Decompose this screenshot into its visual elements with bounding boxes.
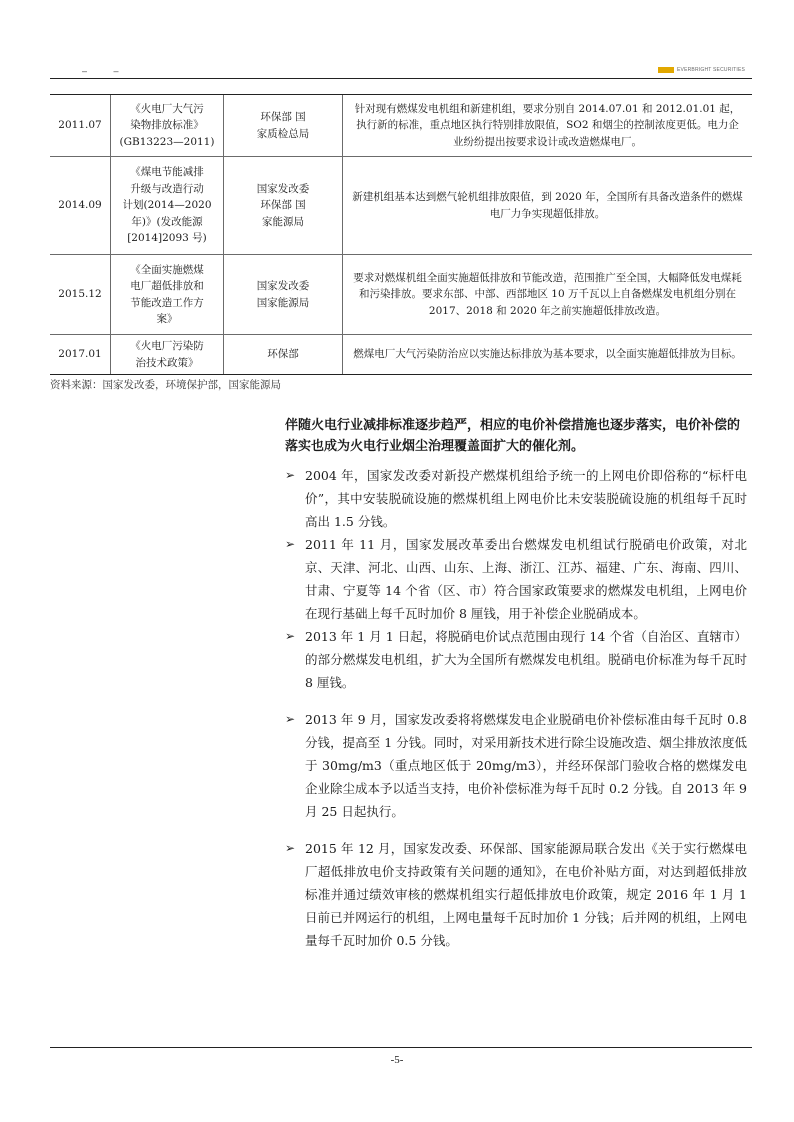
- logo-mark-icon: [658, 67, 674, 73]
- source-note: 资料来源：国家发改委，环境保护部，国家能源局: [50, 379, 281, 391]
- list-item-text: 2004 年，国家发改委对新投产燃煤机组给予统一的上网电价即俗称的“标杆电价”，其中安装脱硫设施的燃煤机组上网电价比未安装脱硫设施的机组每千瓦时高出 1.5 分钱。: [305, 468, 747, 529]
- table-row: [50, 255, 752, 335]
- header-rule: [50, 78, 752, 79]
- list-item: [285, 464, 747, 533]
- policy-table: [50, 94, 752, 375]
- arrow-bullet-icon: ➢: [285, 629, 296, 643]
- row-content: 燃煤电厂大气污染防治应以实施达标排放为基本要求，以全面实施超低排放为目标。: [343, 335, 753, 375]
- row-issuer: 国家发改委 环保部 国 家能源局: [224, 157, 343, 255]
- list-item-text: 2013 年 1 月 1 日起，将脱硝电价试点范围由现行 14 个省（自治区、直辖市）的部分燃煤发电机组，扩大为全国所有燃煤发电机组。脱硝电价标准为每千瓦时 8 厘钱。: [305, 629, 747, 690]
- arrow-bullet-icon: ➢: [285, 712, 296, 726]
- row-document: 《全面实施燃煤 电厂超低排放和 节能改造工作方 案》: [111, 255, 224, 335]
- row-content: 要求对燃煤机组全面实施超低排放和节能改造，范围推广至全国，大幅降低发电煤耗和污染排放。要求东部、中部、西部地区 10 万千瓦以上自备燃煤发电机组分别在 2017、2018 和 2020 年之前实施超低排放改造。: [343, 255, 753, 335]
- list-item-text: 2011 年 11 月，国家发展改革委出台燃煤发电机组试行脱硝电价政策，对北京、天津、河北、山西、山东、上海、浙江、江苏、福建、广东、海南、四川、甘肃、宁夏等 14 个省（区、市）符合国家政策要求的燃煤发电机组，上网电价在现行基础上每千瓦时加价 8 厘钱，用于补偿企业脱硝成本。: [305, 537, 747, 621]
- footer-rule: [50, 1047, 752, 1048]
- header-left-marks: – –: [82, 66, 131, 76]
- row-issuer: 环保部: [224, 335, 343, 375]
- list-item: [285, 837, 747, 952]
- bullet-list: [285, 464, 747, 952]
- page-number: -5-: [390, 1054, 404, 1066]
- table-row: [50, 95, 752, 157]
- row-year: 2011.07: [50, 95, 111, 157]
- row-year: 2017.01: [50, 335, 111, 375]
- list-item-text: 2015 年 12 月，国家发改委、环保部、国家能源局联合发出《关于实行燃煤电厂超低排放电价支持政策有关问题的通知》，在电价补贴方面，对达到超低排放标准并通过绩效审核的燃煤机组实行超低排放电价政策，规定 2016 年 1 月 1 日前已并网运行的机组，上网电量每千瓦时加价 1 分钱；后并网的机组，上网电量每千瓦时加价 0.5 分钱。: [305, 841, 747, 948]
- arrow-bullet-icon: ➢: [285, 537, 296, 551]
- arrow-bullet-icon: ➢: [285, 468, 296, 482]
- table-row: [50, 335, 752, 375]
- logo-text: EVERBRIGHT SECURITIES: [677, 66, 746, 73]
- lead-paragraph: 伴随火电行业减排标准逐步趋严，相应的电价补偿措施也逐步落实，电价补偿的落实也成为火电行业烟尘治理覆盖面扩大的催化剂。: [285, 418, 741, 454]
- row-year: 2015.12: [50, 255, 111, 335]
- row-year: 2014.09: [50, 157, 111, 255]
- arrow-bullet-icon: ➢: [285, 841, 296, 855]
- table-row: [50, 157, 752, 255]
- row-issuer: 国家发改委 国家能源局: [224, 255, 343, 335]
- row-issuer: 环保部 国 家质检总局: [224, 95, 343, 157]
- list-item: [285, 533, 747, 625]
- list-item-text: 2013 年 9 月，国家发改委将将燃煤发电企业脱硝电价补偿标准由每千瓦时 0.8 分钱，提高至 1 分钱。同时，对采用新技术进行除尘设施改造、烟尘排放浓度低于 30mg/m3（重点地区低于 20mg/m3），并经环保部门验收合格的燃煤发电企业除尘成本予以适当支持，电价补偿标准为每千瓦时 0.2 分钱。自 2013 年 9 月 25 日起执行。: [305, 712, 748, 819]
- list-item: [285, 625, 747, 694]
- row-document: 《火电厂大气污 染物排放标准》 (GB13223—2011): [111, 95, 224, 157]
- row-document: 《煤电节能减排 升级与改造行动 计划(2014—2020 年)》(发改能源 [2014]2093 号): [111, 157, 224, 255]
- row-content: 新建机组基本达到燃气轮机组排放限值，到 2020 年，全国所有具备改造条件的燃煤电厂力争实现超低排放。: [343, 157, 753, 255]
- row-document: 《火电厂污染防 治技术政策》: [111, 335, 224, 375]
- row-content: 针对现有燃煤发电机组和新建机组，要求分别自 2014.07.01 和 2012.01.01 起，执行新的标准，重点地区执行特别排放限值，SO2 和烟尘的控制浓度更低。电力企业纷纷提出按要求设计或改造燃煤电厂。: [343, 95, 753, 157]
- list-item: [285, 708, 747, 823]
- header-logo: [658, 66, 745, 73]
